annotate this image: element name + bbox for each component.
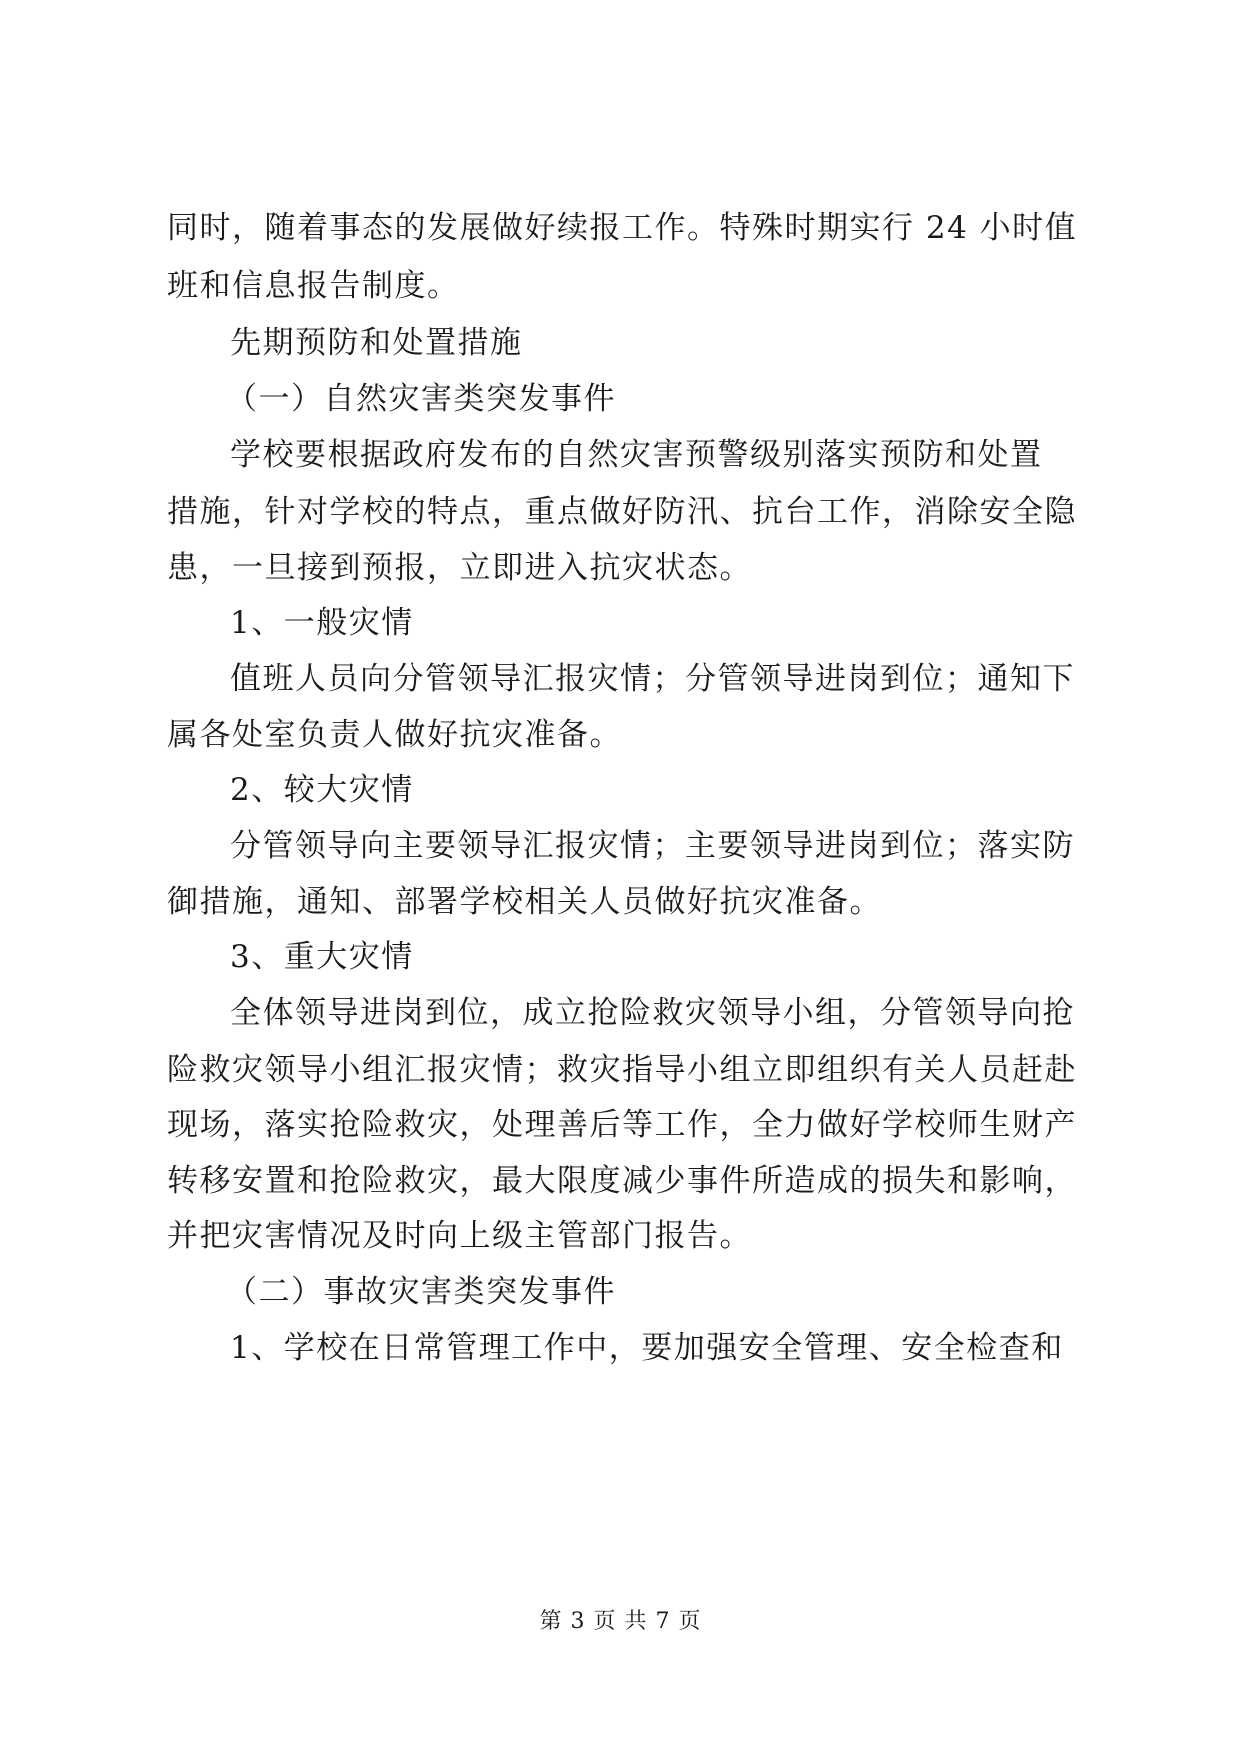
- text-line: 现场，落实抢险救灾，处理善后等工作，全力做好学校师生财产: [167, 1107, 1077, 1143]
- text-line: 1、学校在日常管理工作中，要加强安全管理、安全检查和: [230, 1330, 1064, 1366]
- item-heading: 1、一般灾情: [230, 605, 414, 641]
- page-number-footer: 第 3 页 共 7 页: [539, 1609, 702, 1634]
- text-line: 全体领导进岗到位，成立抢险救灾领导小组，分管领导向抢: [230, 995, 1075, 1031]
- item-heading: 3、重大灾情: [230, 939, 414, 975]
- item-heading: 2、较大灾情: [230, 772, 414, 808]
- text-line: 险救灾领导小组汇报灾情；救灾指导小组立即组织有关人员赶赴: [167, 1052, 1077, 1088]
- text-line: 措施，针对学校的特点，重点做好防汛、抗台工作，消除安全隐: [167, 494, 1077, 530]
- text-line: 御措施，通知、部署学校相关人员做好抗灾准备。: [167, 884, 882, 920]
- text-line: 转移安置和抢险救灾，最大限度减少事件所造成的损失和影响，: [167, 1163, 1077, 1199]
- text-line: 属各处室负责人做好抗灾准备。: [167, 717, 622, 753]
- text-line: 同时，随着事态的发展做好续报工作。特殊时期实行 24 小时值: [167, 210, 1078, 246]
- text-line: 分管领导向主要领导汇报灾情；主要领导进岗到位；落实防: [230, 828, 1075, 864]
- subsection-heading: （二）事故灾害类突发事件: [226, 1274, 616, 1310]
- text-line: 值班人员向分管领导汇报灾情；分管领导进岗到位；通知下: [230, 661, 1075, 697]
- text-line: 患，一旦接到预报，立即进入抗灾状态。: [167, 550, 752, 586]
- text-line: 班和信息报告制度。: [167, 268, 460, 304]
- text-line: 并把灾害情况及时向上级主管部门报告。: [167, 1218, 752, 1254]
- subsection-heading: （一）自然灾害类突发事件: [226, 381, 616, 417]
- text-line: 学校要根据政府发布的自然灾害预警级别落实预防和处置: [230, 437, 1043, 473]
- section-heading: 先期预防和处置措施: [230, 325, 523, 361]
